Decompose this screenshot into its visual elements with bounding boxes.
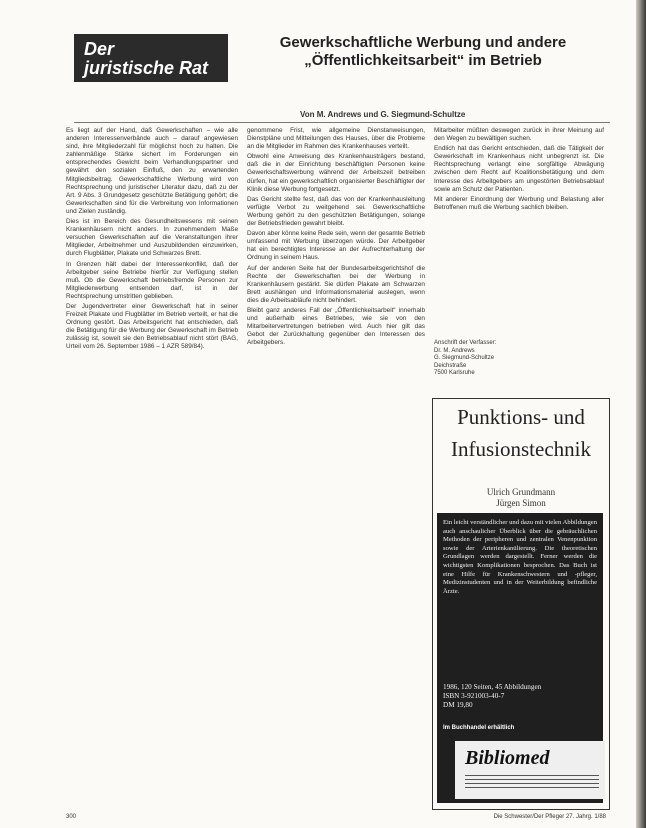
article-column-2 (247, 127, 425, 811)
paragraph: Endlich hat das Gericht entschieden, daß die Tätigkeit der Gewerkschaft im Krankenhaus nicht unbegrenzt ist. Die Rechtsprechung verlangt eine sorgfältige Abwägung zwischen dem Recht auf Koalitionsbetätigung und dem Interesse des Arbeitgebers am ungestörten Betriebsablauf sowie am Schutz der Patienten. (434, 145, 604, 193)
paragraph: Es liegt auf der Hand, daß Gewerkschaften – wie alle anderen Interessenverbände auch – darauf angewiesen sind, ihre Mitgliederzahl für möglichst hoch zu halten. Die zahlenmäßige Stärke sichert im Forderungen ein entsprechendes Gewicht beim Verhandlungspartner und gewährt den sozialen Einfluß, den zu erwartenden Mitgliedsbeitrag. Gewerkschaftliche Werbung wird von Rechtsprechung und juristischer Literatur dazu, daß zu der Art. 9 Abs. 3 Grundgesetz geschützte Betätigung gehört; die Gewerkschaften sind für die Verbreitung von Informationen und Zielen zuständig. (66, 127, 238, 215)
book-advertisement (432, 398, 610, 810)
publisher-logo (455, 741, 605, 799)
paragraph: Mit anderer Einordnung der Werbung und Belastung aller Betroffenen muß die Werbung sachlich bleiben. (434, 195, 604, 211)
paragraph: Dies ist im Bereich des Gesundheitswesens mit seinen Krankenhäusern nicht anders. In zunehmendem Maße versuchen Gewerkschaften auf die Veranstaltungen ihrer Mitglieder, Arbeitnehmer und Auszubildenden einzuwirken, durch Flugblätter, Plakate und Schwarzes Brett. (66, 218, 238, 258)
ad-authors (433, 487, 609, 509)
paragraph: Mitarbeiter müßten deswegen zurück in ihrer Meinung auf den Wegen zu bewältigen suchen. (434, 127, 604, 143)
section-rubric (74, 34, 228, 82)
paragraph: Auf der anderen Seite hat der Bundesarbeitsgerichtshof die Rechte der Gewerkschaften bei der Werbung in Krankenhäusern gestärkt. Sie dürfen Plakate am Schwarzen Brett aushängen und Informationsmaterial auslegen, wenn dies die Arbeitsabläufe nicht behindert. (247, 264, 425, 304)
publisher-name: Bibliomed (465, 747, 550, 769)
address-label: Anschrift der Verfasser: (434, 340, 497, 346)
ad-availability: Im Buchhandel erhältlich (443, 725, 515, 731)
ad-info-box (437, 513, 603, 803)
paragraph: genommene Frist, wie allgemeine Dienstanweisungen, Dienstpläne und Mitteilungen des Hauses, über die Probleme an die Mitglieder im Rahmen des Krankenhauses verteilt. (247, 127, 425, 151)
address-line: 7500 Karlsruhe (434, 370, 475, 376)
running-footer: Die Schwester/Der Pfleger 27. Jahrg. 1/88 (493, 814, 606, 820)
ad-isbn: ISBN 3-921003-40-7 (443, 692, 505, 700)
article-column-3 (434, 127, 604, 337)
paragraph: Der Jugendvertreter einer Gewerkschaft hat in seiner Freizeit Plakate und Flugblätter im Betrieb verteilt, er hat die Ordnung gestört. Das Arbeitsgericht hat entschieden, daß die Betätigung für die Werbung der Gewerkschaft im Betrieb zulässig ist, soweit sie den Betriebsablauf nicht stört (BAG, Urteil vom 26. September 1986 – 1 AZR 589/84). (66, 302, 238, 351)
page-number: 300 (66, 814, 77, 820)
ad-author: Ulrich Grundmann (486, 487, 556, 497)
rubric-line-2: juristische Rat (84, 58, 209, 78)
ad-price: DM 19,80 (443, 701, 473, 709)
article-column-1 (66, 127, 238, 811)
paragraph: In Grenzen hält dabei der Interessenkonflikt, daß der Arbeitgeber seine Betriebe hierfür zur Verfügung stellen muß. Ob die Gewerkschaft betriebsfremde Personen zur Mitgliederwerbung entsenden darf, ist in der Rechtsprechung umstritten geblieben. (66, 260, 238, 300)
publisher-tagline-lines (465, 775, 599, 791)
article-byline: Von M. Andrews und G. Siegmund-Schultze (300, 110, 466, 119)
article-headline (264, 34, 582, 70)
address-line: Dr. M. Andrews (434, 347, 475, 354)
rubric-line-1: Der (84, 39, 115, 59)
headline-line-1: Gewerkschaftliche Werbung und andere (279, 34, 567, 51)
paragraph: Obwohl eine Anweisung des Krankenhausträgers bestand, daß die in der Einrichtung beschäftigten Personen keine Gewerkschaftswerbung während der Arbeitszeit betreiben dürfen, hat ein gewerkschaftlich organisierter Beschäftigter der Klinik diese Werbung fortgesetzt. (247, 153, 425, 193)
header-rule (74, 122, 610, 123)
paragraph: Bleibt ganz anderes Fall der „Öffentlichkeitsarbeit“ innerhalb und außerhalb eines Betriebes, wie sie von den Mitarbeitervertretungen betrieben wird. Auch hier gilt das Gebot der Zurückhaltung gegenüber den Interessen des Arbeitgebers. (247, 306, 425, 347)
ad-pages: 1986, 120 Seiten, 45 Abbildungen (443, 683, 542, 691)
paragraph: Das Gericht stellte fest, daß das von der Krankenhausleitung verfügte Verbot zu weitgehend sei. Gewerkschaftliche Werbung gehört zu den geschützten Betätigungen, solange der Betriebsfrieden gewahrt bleibt. (247, 195, 425, 228)
paragraph: Davon aber könne keine Rede sein, wenn der gesamte Betrieb umfassend mit Werbung überzogen würde. Der Arbeitgeber hat ein berechtigtes Interesse an der Aufrechterhaltung der Ordnung in seinem Haus. (247, 230, 425, 262)
headline-line-2: „Öffentlichkeitsarbeit“ im Betrieb (304, 52, 542, 69)
ad-book-details (443, 683, 541, 710)
ad-title-line-2: Infusionstechnik (451, 437, 591, 461)
address-line: G. Siegmund-Schultze (434, 355, 495, 361)
page-binding-edge (636, 0, 646, 828)
ad-author: Jürgen Simon (496, 498, 546, 508)
address-line: Deichstraße (434, 362, 467, 369)
ad-title-line-1: Punktions- und (457, 405, 585, 429)
ad-description: Ein leicht verständlicher und dazu mit vielen Abbildungen auch anschaulicher Überblick über die gebräuchlichen Methoden der peripheren und zentralen Venenpunktion sowie der Arterienkanülierung. Die theoretischen Grundlagen werden dargestellt. Ferner werden die wichtigsten Komplikationen besprochen. Das Buch ist eine Hilfe für Krankenschwestern und -pfleger, Medizinstudenten und in der Weiterbildung befindliche Ärzte. (443, 519, 597, 595)
author-address (434, 340, 496, 378)
